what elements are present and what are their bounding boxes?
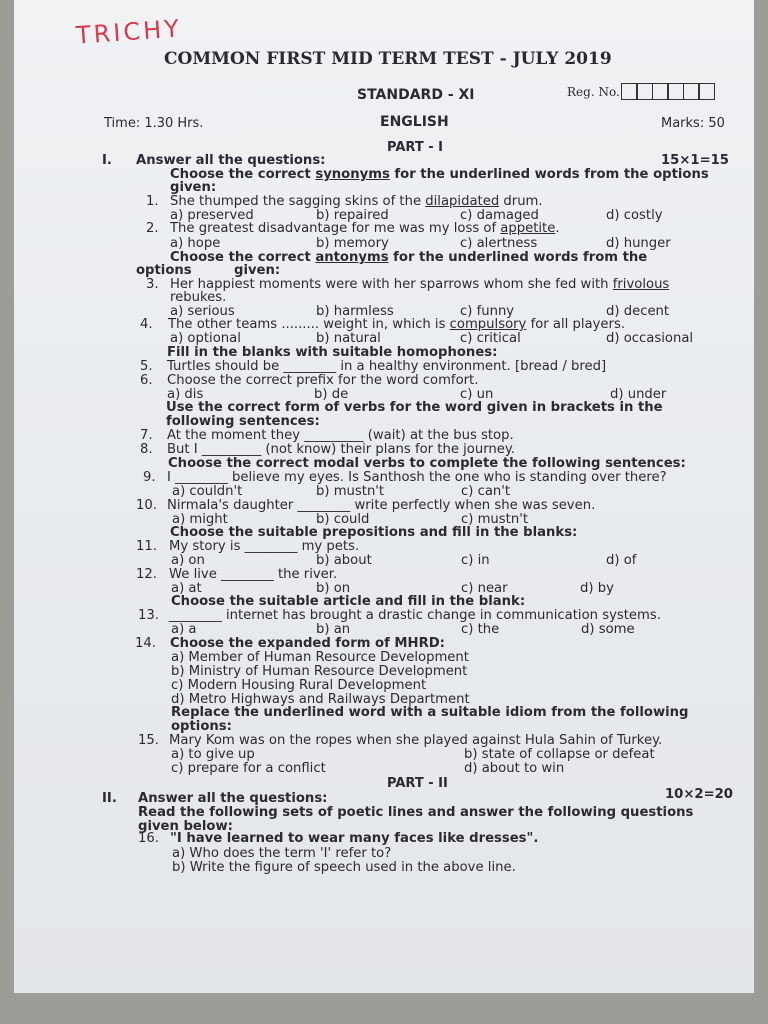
option: b) an (316, 622, 351, 637)
question-text: My story is ________ my pets. (169, 539, 360, 554)
option: d) about to win (464, 761, 565, 776)
option: d) some (581, 622, 635, 637)
part-heading: PART - II (387, 776, 448, 791)
question-number: 13. (138, 608, 159, 623)
option: b) harmless (316, 304, 394, 319)
question-text: But I _________ (not know) their plans for the journey. (167, 442, 515, 457)
underlined-word: antonyms (315, 250, 389, 265)
question-text: Mary Kom was on the ropes when she played against Hula Sahin of Turkey. (169, 733, 663, 748)
instruction: Choose the suitable article and fill in the blank: (171, 594, 526, 609)
question-number: 9. (143, 470, 156, 485)
section-number: II. (102, 791, 117, 806)
option: b) natural (316, 331, 381, 346)
option: d) costly (606, 208, 663, 223)
question-text: I ________ believe my eyes. Is Santhosh the one who is standing over there? (167, 470, 667, 485)
question-text: rebukes. (170, 290, 227, 305)
option: c) un (460, 387, 494, 402)
option: d) hunger (606, 236, 671, 251)
question-number: 14. (135, 636, 156, 651)
reg-no-label: Reg. No. (567, 85, 620, 99)
option: c) mustn't (461, 512, 528, 527)
question-number: 8. (140, 442, 153, 457)
option: c) prepare for a conflict (171, 761, 326, 776)
section-instruction: Answer all the questions: (136, 153, 326, 168)
option: a) at (171, 581, 202, 596)
option: b) repaired (316, 208, 389, 223)
section-instruction: Answer all the questions: (138, 791, 328, 806)
instruction: options (136, 263, 192, 278)
underlined-word: appetite (500, 221, 556, 236)
underlined-word: frivolous (612, 277, 670, 292)
part-heading: PART - I (387, 140, 443, 155)
underlined-word: compulsory (449, 317, 527, 332)
question-text: Nirmala's daughter ________ write perfectly when she was seven. (167, 498, 596, 513)
option: b) about (316, 553, 372, 568)
question-number: 12. (136, 567, 157, 582)
question-number: 2. (146, 221, 159, 236)
instruction: following sentences: (166, 414, 320, 429)
option: c) funny (460, 304, 515, 319)
question-text: The other teams ......... weight in, which is compulsory for all players. (168, 317, 626, 332)
question-number: 16. (138, 831, 159, 846)
instruction: Choose the correct modal verbs to complete the following sentences: (168, 456, 686, 471)
option: a) optional (170, 331, 241, 346)
sub-question: b) Write the figure of speech used in the above line. (172, 860, 516, 875)
question-text: Her happiest moments were with her sparrows whom she fed with frivolous (170, 277, 670, 292)
option: a) on (171, 553, 205, 568)
option: d) occasional (606, 331, 694, 346)
option: c) damaged (460, 208, 539, 223)
section-marks: 10×2=20 (665, 787, 733, 802)
marks-label: Marks: 50 (661, 116, 725, 131)
question-text: ________ internet has brought a drastic change in communication systems. (169, 608, 661, 623)
option: b) state of collapse or defeat (464, 747, 655, 762)
question-text: Turtles should be ________ in a healthy environment. [bread / bred] (167, 359, 607, 374)
option: d) Metro Highways and Railways Department (171, 692, 470, 707)
question-text: At the moment they _________ (wait) at the bus stop. (167, 428, 514, 443)
instruction: Replace the underlined word with a suitable idiom from the following (171, 705, 689, 720)
option: d) by (580, 581, 614, 596)
option: b) de (314, 387, 349, 402)
instruction: Choose the correct antonyms for the underlined words from the (170, 250, 648, 265)
underlined-word: synonyms (315, 167, 390, 182)
option: c) in (461, 553, 490, 568)
question-number: 15. (138, 733, 159, 748)
instruction: Choose the suitable prepositions and fill in the blanks: (170, 525, 578, 540)
option: c) near (461, 581, 508, 596)
underlined-word: dilapidated (425, 194, 500, 209)
option: c) the (461, 622, 500, 637)
option: b) memory (316, 236, 389, 251)
standard-label: STANDARD - XI (357, 87, 475, 103)
option: b) on (316, 581, 351, 596)
reg-no-boxes (622, 83, 715, 100)
option: a) to give up (171, 747, 255, 762)
section-marks: 15×1=15 (661, 153, 729, 168)
exam-title: COMMON FIRST MID TERM TEST - JULY 2019 (164, 49, 612, 69)
option: a) serious (170, 304, 235, 319)
instruction: given: (170, 180, 217, 195)
option: c) alertness (460, 236, 538, 251)
sub-question: a) Who does the term 'I' refer to? (172, 846, 392, 861)
instruction: given below: (138, 819, 233, 834)
section-number: I. (102, 153, 112, 168)
subject-label: ENGLISH (380, 114, 449, 130)
question-text: The greatest disadvantage for me was my loss of appetite. (170, 221, 560, 236)
question-text: Choose the expanded form of MHRD: (170, 636, 445, 651)
question-number: 11. (136, 539, 157, 554)
option: c) Modern Housing Rural Development (171, 678, 427, 693)
option: b) mustn't (316, 484, 385, 499)
option: a) couldn't (172, 484, 243, 499)
instruction: Read the following sets of poetic lines and answer the following questions (138, 805, 694, 820)
instruction: Fill in the blanks with suitable homophones: (167, 345, 498, 360)
handwritten-note: TRICHY (75, 14, 183, 50)
option: b) Ministry of Human Resource Development (171, 664, 468, 679)
option: c) can't (461, 484, 511, 499)
option: d) decent (606, 304, 670, 319)
exam-paper (14, 0, 754, 993)
instruction: Choose the correct synonyms for the underlined words from the options (170, 167, 709, 182)
question-number: 4. (140, 317, 153, 332)
instruction: options: (171, 719, 232, 734)
option: a) Member of Human Resource Development (171, 650, 469, 665)
option: a) hope (170, 236, 221, 251)
instruction: given: (234, 263, 281, 278)
time-label: Time: 1.30 Hrs. (104, 116, 204, 131)
instruction: Use the correct form of verbs for the word given in brackets in the (166, 400, 663, 415)
option: b) could (316, 512, 370, 527)
question-number: 1. (146, 194, 159, 209)
option: d) of (606, 553, 637, 568)
question-text: Choose the correct prefix for the word comfort. (167, 373, 479, 388)
question-text: "I have learned to wear many faces like dresses". (170, 831, 539, 846)
option: a) dis (167, 387, 204, 402)
option: a) a (171, 622, 197, 637)
question-number: 6. (140, 373, 153, 388)
option: a) preserved (170, 208, 254, 223)
question-number: 10. (136, 498, 157, 513)
question-number: 5. (140, 359, 153, 374)
option: d) under (610, 387, 667, 402)
question-text: We live ________ the river. (169, 567, 338, 582)
option: c) critical (460, 331, 521, 346)
question-text: She thumped the sagging skins of the dilapidated drum. (170, 194, 543, 209)
option: a) might (172, 512, 228, 527)
question-number: 7. (140, 428, 153, 443)
question-number: 3. (146, 277, 159, 292)
